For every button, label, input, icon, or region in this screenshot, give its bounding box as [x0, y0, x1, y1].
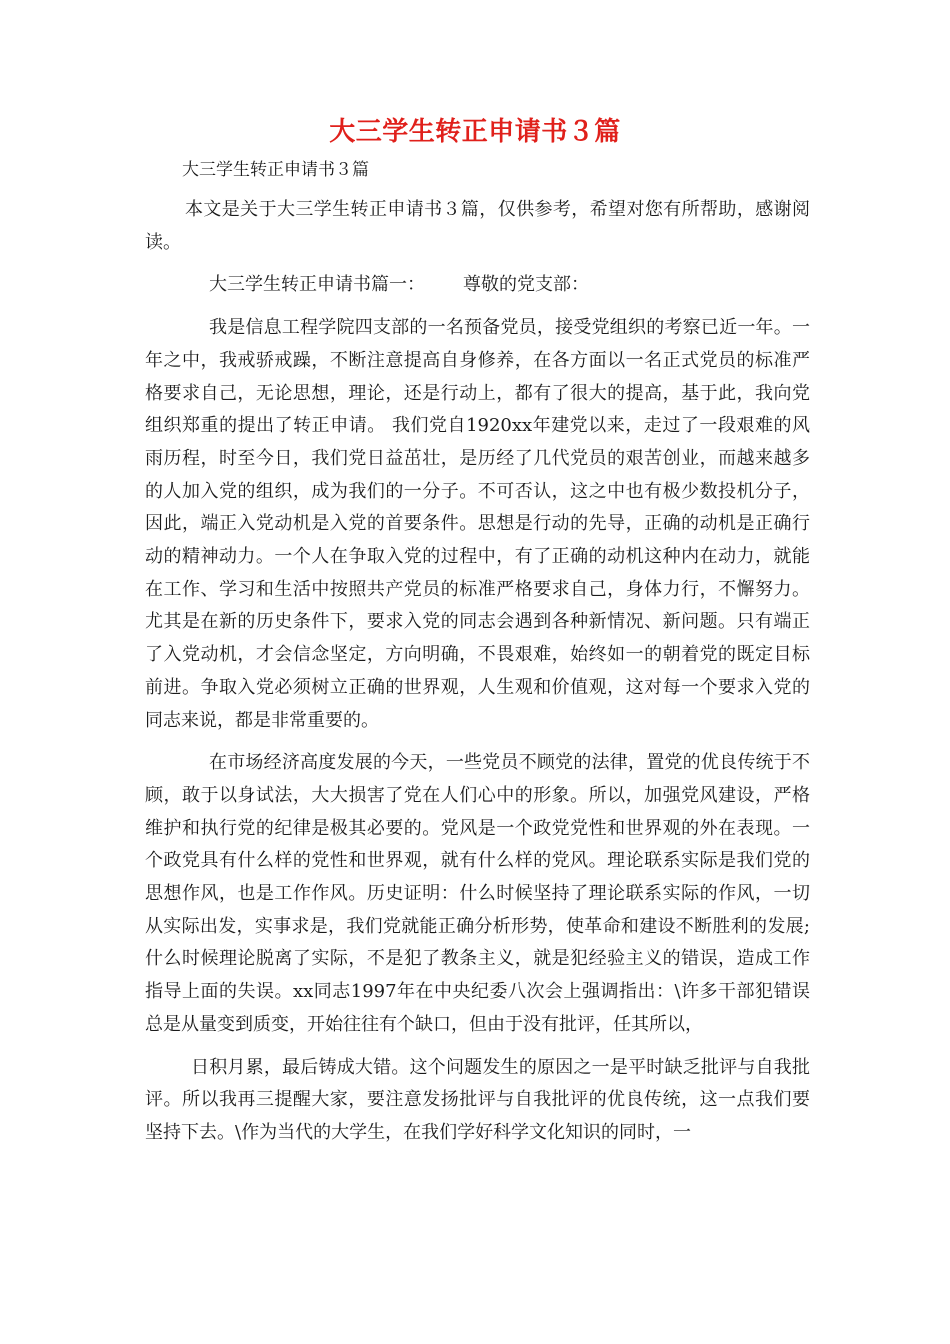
body-paragraph: 日积月累，最后铸成大错。这个问题发生的原因之一是平时缺乏批评与自我批评。所以我再三提醒大家，要注意发扬批评与自我批评的优良传统，这一点我们要坚持下去。\作为当代的大学生，在我们学好科学文化知识的同时，一 — [145, 1056, 810, 1143]
body-paragraph: 在市场经济高度发展的今天，一些党员不顾党的法律，置党的优良传统于不顾，敢于以身试法，大大损害了党在人们心中的形象。所以，加强党风建设，严格维护和执行党的纪律是极其必要的。党风是一个政党党性和世界观的外在表现。一个政党具有什么样的党性和世界观，就有什么样的党风。理论联系实际是我们党的思想作风，也是工作作风。历史证明：什么时候坚持了理论联系实际的作风，一切从实际出发，实事求是，我们党就能正确分析形势，使革命和建设不断胜利的发展;什么时候理论脱离了实际，不是犯了教条主义，就是犯经验主义的错误，造成工作指导上面的失误。xx同志1997年在中央纪委八次会上强调指出：\许多干部犯错误总是从量变到质变，开始往往有个缺口，但由于没有批评，任其所以， — [145, 752, 810, 1035]
body-paragraph: 我是信息工程学院四支部的一名预备党员，接受党组织的考察已近一年。一年之中，我戒骄戒躁，不断注意提高自身修养，在各方面以一名正式党员的标准严格要求自己，无论思想，理论，还是行动上，都有了很大的提高，基于此，我向党组织郑重的提出了转正申请。 我们党自1920xx年建党以来，走过了一段艰难的风雨历程，时至今日，我们党日益茁壮，是历经了几代党员的艰苦创业，而越来越多的人加入党的组织，成为我们的一分子。不可否认，这之中也有极少数投机分子，因此，端正入党动机是入党的首要条件。思想是行动的先导，正确的动机是正确行动的精神动力。一个人在争取入党的过程中，有了正确的动机这种内在动力，就能在工作、学习和生活中按照共产党员的标准严格要求自己，身体力行，不懈努力。尤其是在新的历史条件下，要求入党的同志会遇到各种新情况、新问题。只有端正了入党动机，才会信念坚定，方向明确，不畏艰难，始终如一的朝着党的既定目标前进。争取入党必须树立正确的世界观，人生观和价值观，这对每一个要求入党的同志来说，都是非常重要的。 — [145, 317, 810, 731]
section-heading-line — [145, 269, 810, 302]
document-subtitle: 大三学生转正申请书３篇 — [182, 160, 369, 180]
section-heading: 大三学生转正申请书篇一： — [209, 274, 425, 296]
document-body — [145, 194, 810, 1160]
salutation: 尊敬的党支部： — [463, 274, 589, 296]
intro-paragraph: 本文是关于大三学生转正申请书３篇，仅供参考，希望对您有所帮助，感谢阅读。 — [145, 199, 810, 253]
document-title: 大三学生转正申请书３篇 — [329, 117, 621, 147]
